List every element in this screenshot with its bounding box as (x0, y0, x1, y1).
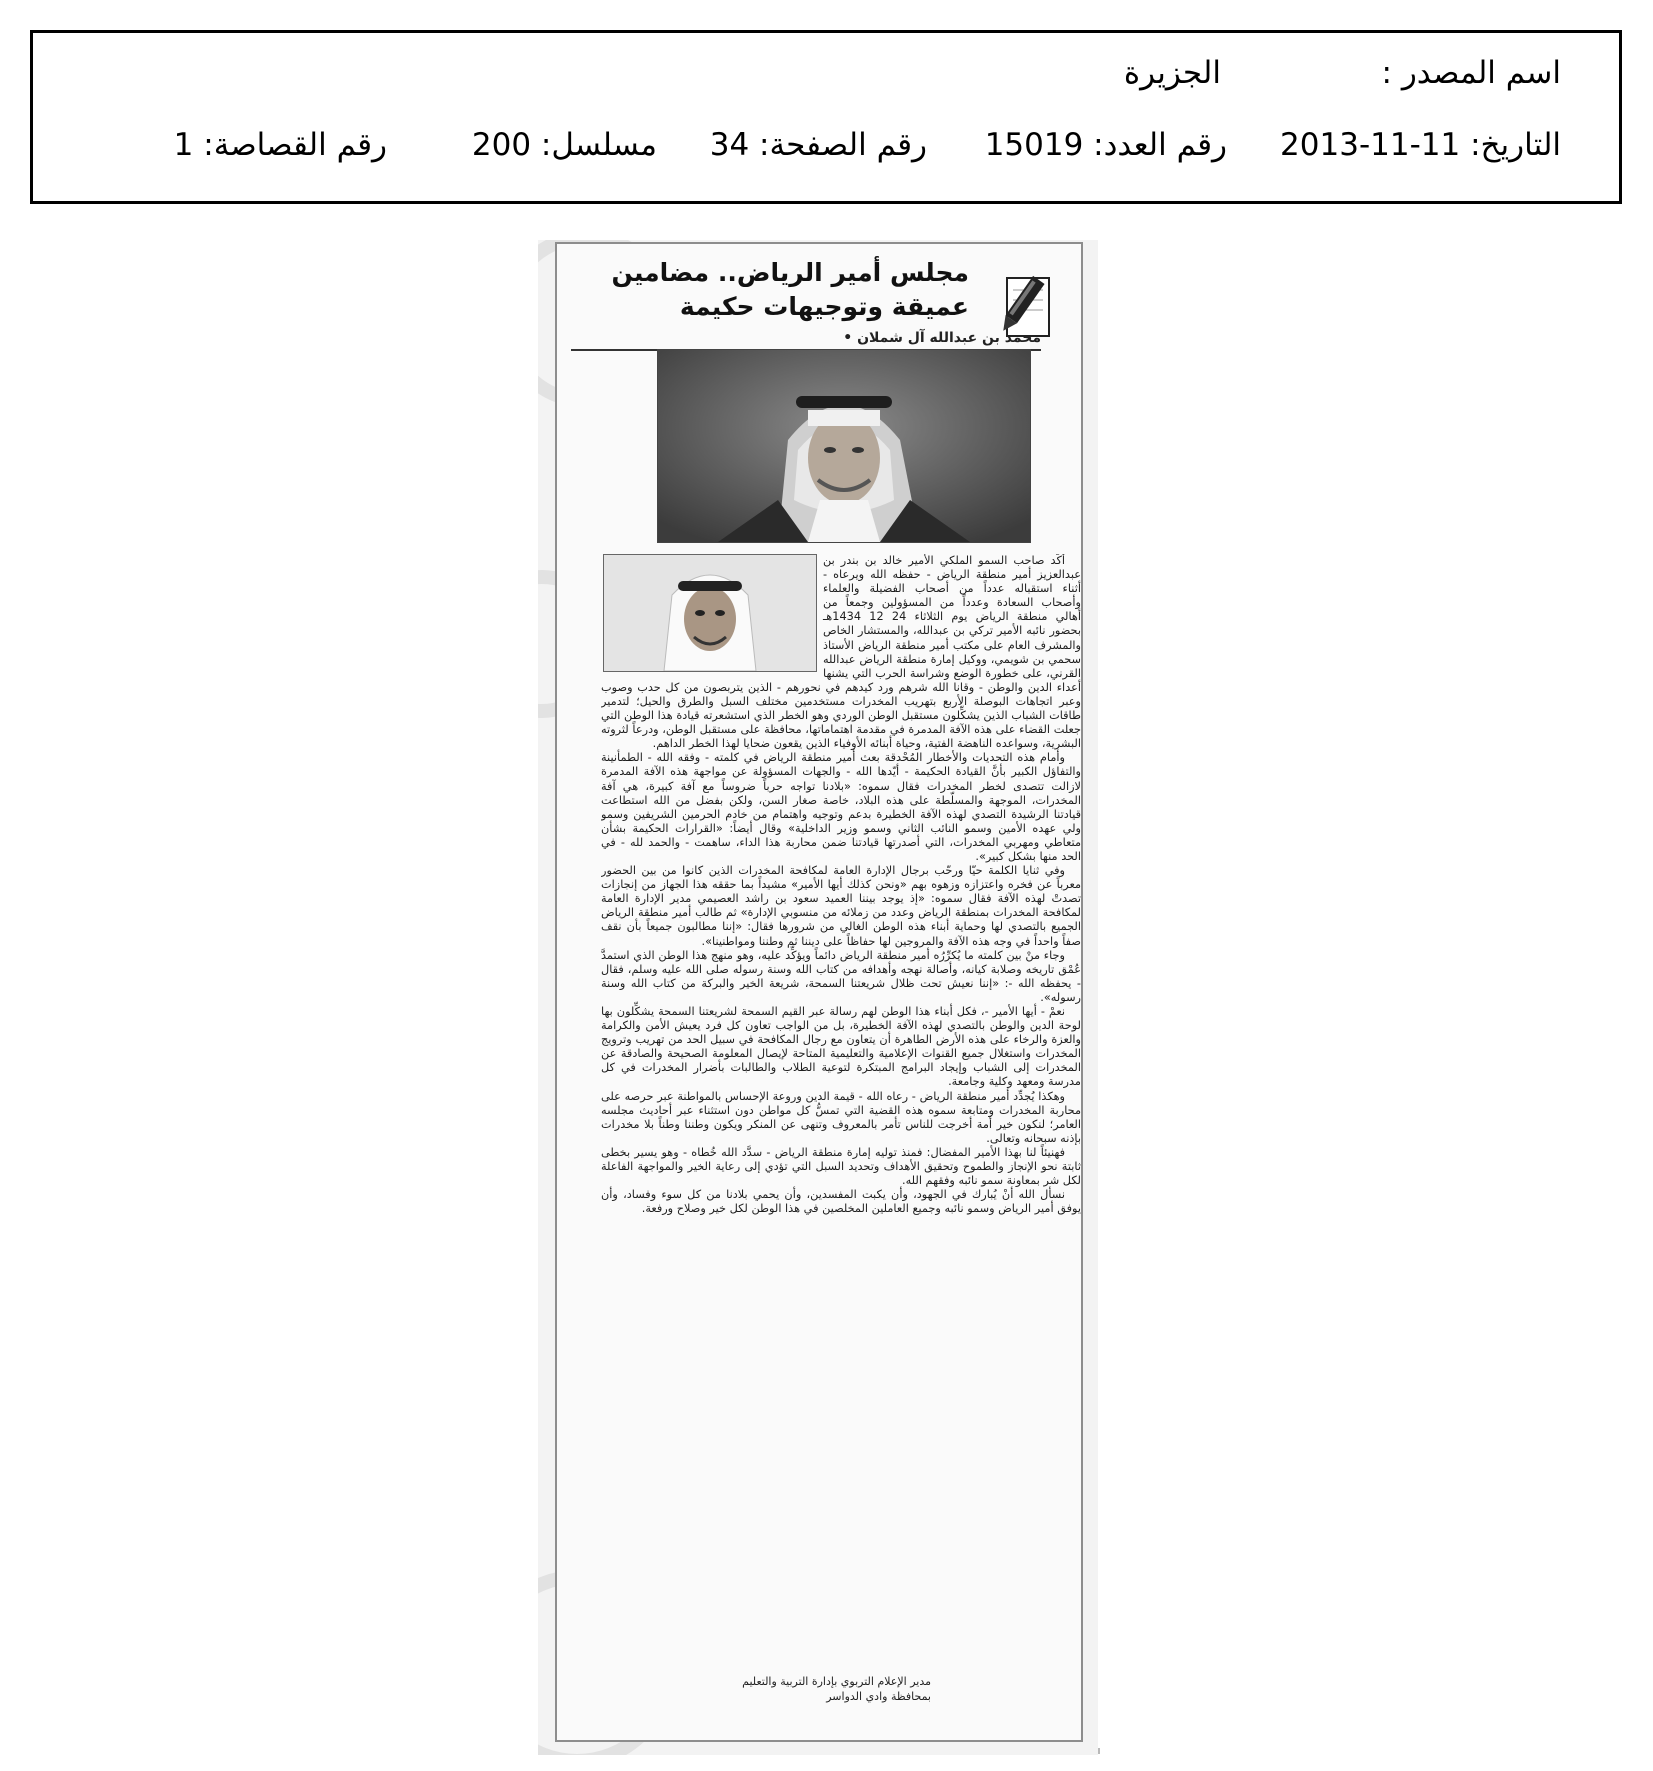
article-body (601, 554, 1081, 1669)
signature-line-2: بمحافظة وادي الدواسر (826, 1690, 931, 1703)
paragraph: نسأل الله أنْ يُبارك في الجهود، وأن يكبت المفسدين، وأن يحمي بلادنا من كل سوء وفساد، وأن يوفق أمير الرياض وسمو نائبه وجميع العاملين المخلصين في هذا الوطن لكل خير وصلاح ورفعة. (601, 1188, 1081, 1216)
clipping-metadata-box (30, 30, 1622, 204)
paragraph: أكَّد صاحب السمو الملكي الأمير خالد بن بندر بن عبدالعزيز أمير منطقة الرياض - حفظه الله ويرعاه - أثناء استقباله عدداً من أصحاب الفضيلة والعلماء وأصحاب السعادة وعدداً من المسؤولين وجمعاً من أهالي منطقة الرياض يوم الثلاثاء 24 12 1434هـ بحضور نائبه الأمير تركي بن عبدالله، والمستشار الخاص والمشرف العام على مكتب أمير منطقة الرياض الأستاذ سحمي بن شويمي، ووكيل إمارة منطقة الرياض عبدالله القرني، على خطورة الوضع وشراسة الحرب التي يشنها أعداء الدين والوطن - وقانا الله شرهم ورد كيدهم في نحورهم - الذين يتربصون من كل حدب وصوب وعبر اتجاهات البوصلة الأربع بتهريب المخدرات مستخدمين مختلف السبل والطرق والحيل؛ لتدمير طاقات الشباب الذين يشكِّلون مستقبل الوطن الوردي وهو الخطر الذي استشعرته قيادة هذا الوطن التي جعلت القضاء على هذه الآفة المدمرة في مقدمة اهتماماتها، محافظة على مستقبل الوطن، ودرعاً لثروته البشرية، وسواعده الناهضة الفتية، وحياة أبنائه الأوفياء الذين يقعون ضحايا لهذا الخطر الداهم. (601, 554, 1081, 751)
author-signature (601, 1674, 931, 1704)
main-photo (657, 349, 1031, 543)
photo-spacer (601, 554, 823, 676)
paragraph: نعمْ - أيها الأمير -، فكل أبناء هذا الوطن لهم رسالة عبر القيم السمحة لشريعتنا السمحة يشكِّلون بها لوحة الدين والوطن بالتصدي لهذه الآفة الخطيرة، بل من الواجب تعاون كل فرد يعيش الأمن والكرامة والعزة والرخاء على هذه الأرض الطاهرة أن يتعاون مع رجال المكافحة في سبيل الحد من تهريب وترويج المخدرات واستغلال جميع القنوات الإعلامية والتعليمية المتاحة لإيصال المعلومة الصحيحة والصادقة عن المخدرات إلى الشباب وإيجاد البرامج المبتكرة لتوعية الطلاب والطالبات بأضرار المخدرات في كل مدرسة ومعهد وكلية وجامعة. (601, 1005, 1081, 1089)
paragraph: فهنيئاً لنا بهذا الأمير المفضال: فمنذ توليه إمارة منطقة الرياض - سدَّد الله خُطاه - وهو يسير بخطى ثابتة نحو الإنجاز والطموح وتحقيق الأهداف وتحديد السبل التي تؤدي إلى رعاية الخير والمواجهة الفاعلة لكل شر بمعاونة سمو نائبه وفقهم الله. (601, 1145, 1081, 1188)
source-label: اسم المصدر : (1381, 55, 1561, 91)
article-frame (555, 242, 1083, 1742)
headline-line-2: عميقة وتوجيهات حكيمة (679, 292, 969, 321)
issue-number: رقم العدد: 15019 (984, 127, 1227, 163)
paragraph: وفي ثنايا الكلمة حيّا ورحّب برجال الإدارة العامة لمكافحة المخدرات الذين كانوا من بين الحضور معرباً عن فخره واعتزازه وزهوه بهم «ونحن كذلك أيها الأمير» مشيداً بما حققه هذا الجهاز من إنجازات تصدتْ لهذه الآفة فقال سموه: «إذ يوجد بيننا العميد سعود بن راشد العصيمي مدير الإدارة العامة لمكافحة المخدرات بمنطقة الرياض وعدد من زملائه من منسوبي الإدارة» ثم طالب أمير منطقة الرياض الجميع بالتصدي لها وحماية أبناء هذه الوطن الغالي من شرورها فقال: «إننا مطالبون جميعاً بأن نقف صفاً واحداً في وجه هذه الآفة والمروجين لها حفاظاً على ديننا ثم وطننا ومواطنينا». (601, 864, 1081, 948)
paragraph: وأمام هذه التحديات والأخطار المُحْدقة بعث أمير منطقة الرياض في كلمته - وفقه الله - الطمأنينة والتفاؤل الكبير بأنَّ القيادة الحكيمة - أيّدها الله - والجهات المسؤولة عن مواجهة هذه الآفة المدمرة لازالت تتصدى لخطر المخدرات فقال سموه: «بلادنا تواجه حرباً ضروساً مع آفة كبيرة، هي آفة المخدرات، الموجهة والمسلّطة على هذه البلاد، خاصة صغار السن، ولكن بفضل من الله استطاعت قيادتنا الرشيدة التصدي لهذه الآفة الخطيرة بدعم وتوجيه واهتمام من خادم الحرمين الشريفين وسمو ولي عهده الأمين وسمو النائب الثاني وسمو وزير الداخلية» وقال أيضاً: «القرارات الحكيمة بشأن متعاطي ومهربي المخدرات، التي أصدرتها قيادتنا ضمن محاربة هذا الداء، ساهمت - والحمد لله - في الحد منها بشكل كبير». (601, 751, 1081, 863)
article-byline: محمد بن عبدالله آل شملان • (571, 330, 1041, 351)
paragraph: وجاء منْ بين كلمته ما يُكرِّرُه أمير منطقة الرياض دائماً ويؤكِّد عليه، وهو منهج هذا الوطن الذي استمدَّ عُمْق تاريخه وصلابة كيانه، وأصالة نهجه وأهدافه من كتاب الله وسنة رسوله صلى الله عليه وسلم، فقال - يحفظه الله -: «إننا نعيش تحت ظلال شريعتنا السمحة، شريعة الخير والبركة من كتاب الله وسنة رسوله». (601, 948, 1081, 1004)
paragraph: وهكذا يُجدِّد أمير منطقة الرياض - رعاه الله - قيمة الدين وروعة الإحساس بالمواطنة عبر حرصه على محاربة المخدرات ومتابعة سموه هذه القضية التي تمسُّ كل مواطن دون استثناء عبر أحاديث مجلسه العامر؛ لنكون خير أمة أخرجت للناس تأمر بالمعروف وتنهى عن المنكر ويكون وطننا وطناً بلا مخدرات بإذنه سبحانه وتعالى. (601, 1089, 1081, 1145)
page-number: رقم الصفحة: 34 (709, 127, 927, 163)
serial-number: مسلسل: 200 (471, 127, 657, 163)
newspaper-clipping (538, 240, 1098, 1755)
date-field: التاريخ: 11-11-2013 (1280, 127, 1561, 163)
clip-number: رقم القصاصة: 1 (173, 127, 387, 163)
article-headline (589, 256, 969, 324)
newspaper-name: الجزيرة (1123, 55, 1221, 91)
headline-line-1: مجلس أمير الرياض.. مضامين (611, 258, 969, 287)
signature-line-1: مدير الإعلام التربوي بإدارة التربية والتعليم (742, 1675, 931, 1688)
